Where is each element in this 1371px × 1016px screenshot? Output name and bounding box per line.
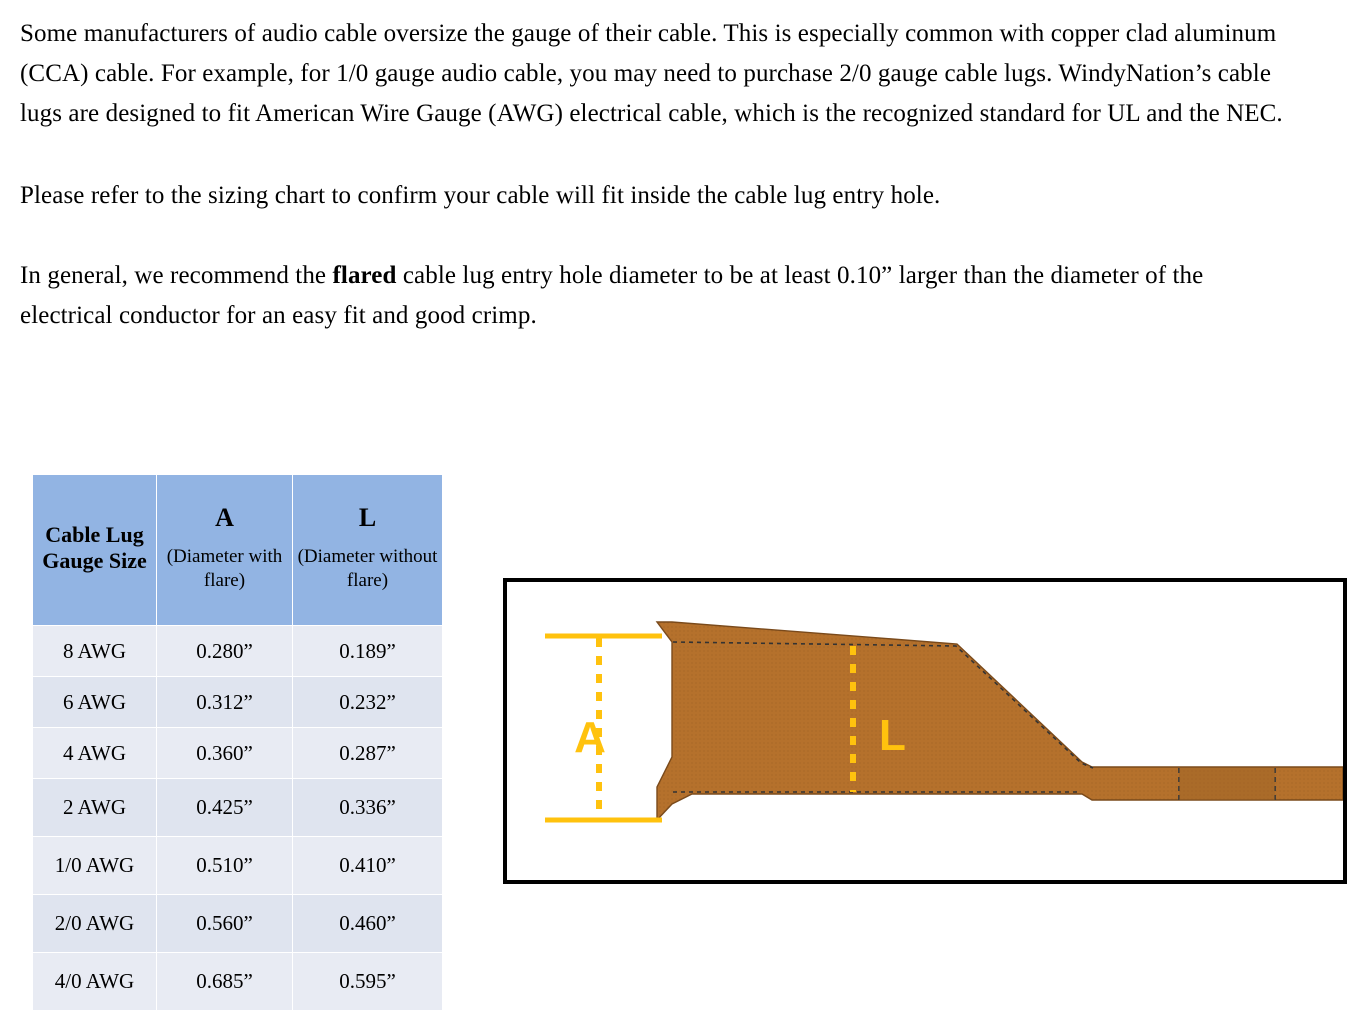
- cell-l: 0.189”: [293, 626, 443, 677]
- table-row: [33, 779, 443, 837]
- table-body: [33, 626, 443, 1011]
- cell-a: 0.360”: [157, 728, 293, 779]
- cable-lug-diagram: [503, 578, 1347, 884]
- table-row: [33, 895, 443, 953]
- table-row: [33, 728, 443, 779]
- sizing-table: [32, 474, 443, 1011]
- cell-gauge: 4/0 AWG: [33, 953, 157, 1011]
- cell-a: 0.510”: [157, 837, 293, 895]
- cell-gauge: 2 AWG: [33, 779, 157, 837]
- column-header-a-label: A: [215, 503, 234, 532]
- column-header-l-sub: (Diameter without flare): [297, 546, 438, 591]
- dimension-a: [545, 636, 662, 820]
- cell-l: 0.287”: [293, 728, 443, 779]
- cell-gauge: 4 AWG: [33, 728, 157, 779]
- paragraph-3-after: cable lug entry hole diameter to be at least 0.10” larger than the diameter of the electrical conductor for an easy fit and good crimp.: [20, 262, 1204, 329]
- cell-gauge: 2/0 AWG: [33, 895, 157, 953]
- cell-l: 0.460”: [293, 895, 443, 953]
- paragraph-3-before: In general, we recommend the: [20, 262, 333, 289]
- crimp-segment: [1179, 768, 1275, 800]
- lug-body: [657, 622, 1343, 820]
- column-header-gauge: [33, 475, 157, 626]
- paragraph-1: Some manufacturers of audio cable oversize the gauge of their cable. This is especially common with copper clad aluminum (CCA) cable. For example, for 1/0 gauge audio cable, you may need to purchase 2/0 gauge cable lugs. WindyNation’s cable lugs are designed to fit American Wire Gauge (AWG) electrical cable, which is the recognized standard for UL and the NEC.: [20, 20, 1283, 127]
- paragraph-2: Please refer to the sizing chart to confirm your cable will fit inside the cable lug entry hole.: [20, 182, 941, 209]
- table-row: [33, 626, 443, 677]
- dimension-l-label: L: [879, 711, 906, 760]
- cell-a: 0.425”: [157, 779, 293, 837]
- dimension-a-label: A: [574, 713, 606, 762]
- cell-l: 0.595”: [293, 953, 443, 1011]
- table-row: [33, 677, 443, 728]
- cell-a: 0.560”: [157, 895, 293, 953]
- cell-gauge: 1/0 AWG: [33, 837, 157, 895]
- cell-gauge: 8 AWG: [33, 626, 157, 677]
- cell-l: 0.232”: [293, 677, 443, 728]
- cable-lug-svg: [507, 582, 1343, 880]
- paragraph-3: [20, 256, 1285, 336]
- cell-l: 0.336”: [293, 779, 443, 837]
- column-header-l-label: L: [358, 503, 377, 532]
- table-row: [33, 953, 443, 1011]
- column-header-gauge-label: Cable Lug Gauge Size: [42, 522, 147, 573]
- cell-a: 0.685”: [157, 953, 293, 1011]
- sizing-chart: [32, 474, 442, 1011]
- column-header-l: [293, 475, 443, 626]
- cell-a: 0.280”: [157, 626, 293, 677]
- table-header-row: [33, 475, 443, 626]
- column-header-a-sub: (Diameter with flare): [166, 546, 283, 591]
- paragraph-3-bold: flared: [332, 262, 397, 289]
- cell-gauge: 6 AWG: [33, 677, 157, 728]
- table-row: [33, 837, 443, 895]
- body-text: [20, 14, 1285, 336]
- cell-l: 0.410”: [293, 837, 443, 895]
- cell-a: 0.312”: [157, 677, 293, 728]
- column-header-a: [157, 475, 293, 626]
